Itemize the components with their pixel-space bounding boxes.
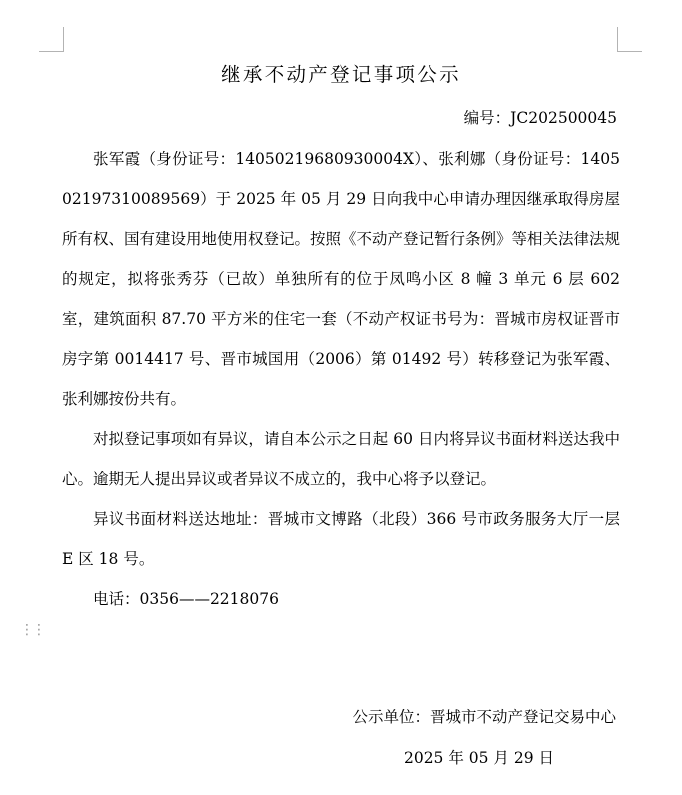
page-corner-marker-top-left: [39, 27, 64, 52]
document-number: 编号：JC202500045: [463, 109, 617, 127]
signature-unit: 公示单位：晋城市不动产登记交易中心: [352, 708, 616, 726]
paragraph-phone: 电话：0356——2218076: [93, 590, 279, 608]
page-corner-marker-top-right: [617, 27, 642, 52]
document-title: 继承不动产登记事项公示: [221, 63, 461, 86]
paragraph-objection-address: 异议书面材料送达地址：晋城市文博路（北段）366 号市政务服务大厅一层 E 区 18 号。: [62, 510, 620, 568]
document-body: [62, 139, 620, 619]
paragraph-announcement: 张军霞（身份证号：14050219680930004X）、张利娜（身份证号：140502197310089569）于 2025 年 05 月 29 日向我中心申请办理因继承取得房屋所有权、国有建设用地使用权登记。按照《不动产登记暂行条例》等相关法律法规的规定，拟将张秀芬（已故）单独所有的位于凤鸣小区 8 幢 3 单元 6 层 602 室，建筑面积 87.70 平方米的住宅一套（不动产权证书号为：晋城市房权证晋市房字第 0014417 号、晋市城国用（2006）第 01492 号）转移登记为张军霞、张利娜按份共有。: [62, 150, 621, 408]
signature-date: 2025 年 05 月 29 日: [403, 749, 554, 767]
drag-handle-icon[interactable]: ⋮⋮: [20, 622, 44, 638]
paragraph-objection-notice: 对拟登记事项如有异议，请自本公示之日起 60 日内将异议书面材料送达我中心。逾期无人提出异议或者异议不成立的，我中心将予以登记。: [62, 430, 620, 488]
